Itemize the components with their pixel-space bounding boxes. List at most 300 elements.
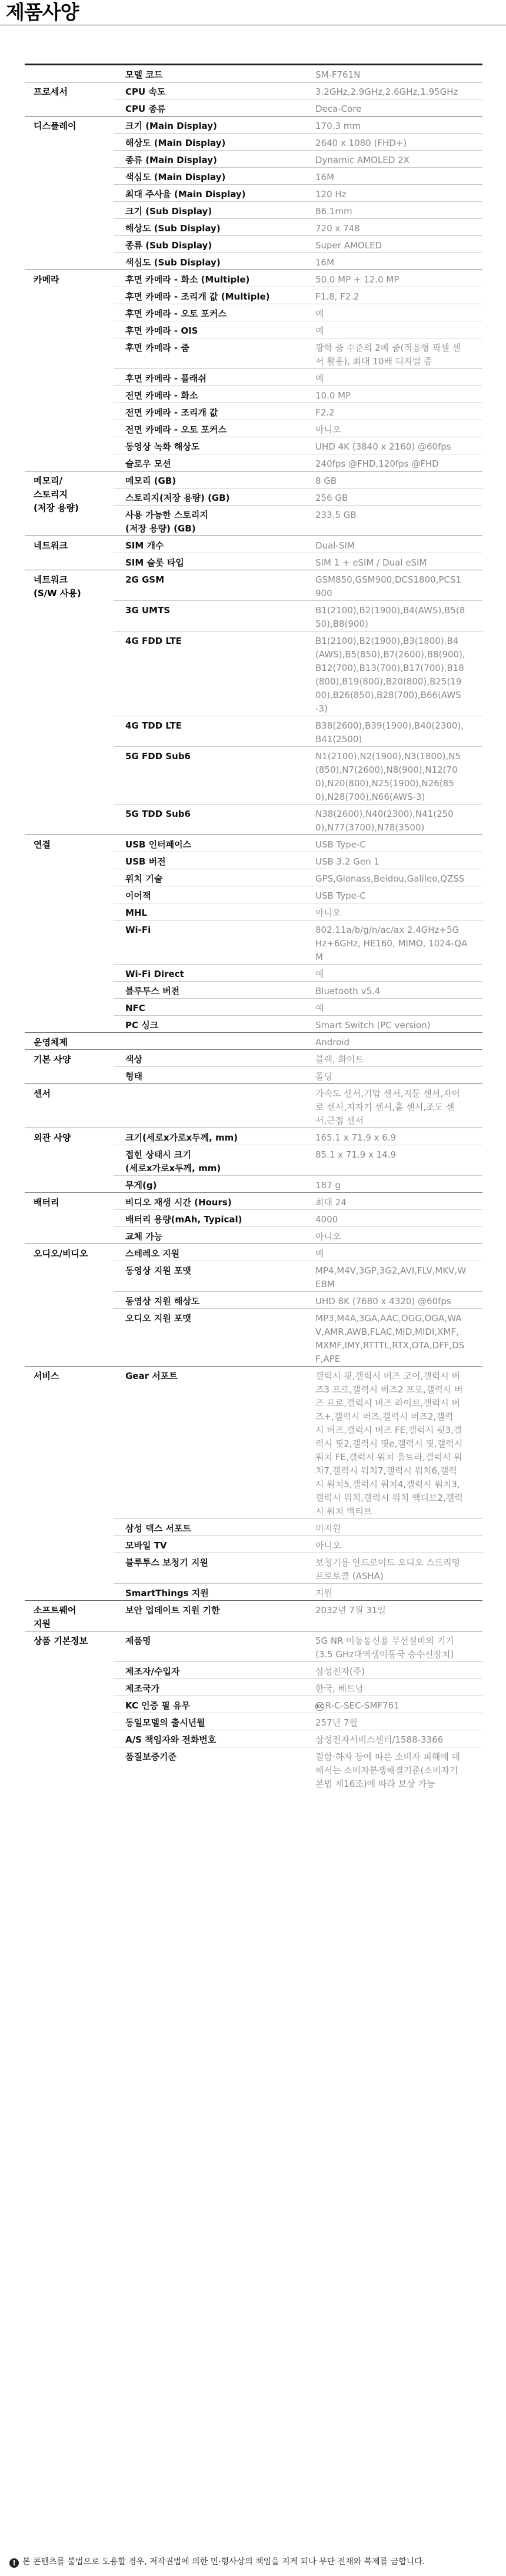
spec-label-text: NFC: [125, 1003, 145, 1013]
spec-value-text: 결함·하자 등에 따른 소비자 피해에 대 해서는 소비자분쟁해결기준(소비자기 본법 제16조)에 따라 보상 가능: [315, 1751, 460, 1789]
spec-value: [306, 903, 482, 920]
spec-value-text: 보청기용 안드로이드 오디오 스트리밍 프로토콜 (ASHA): [315, 1557, 461, 1581]
spec-value: [306, 982, 482, 999]
spec-label: [114, 1016, 306, 1033]
spec-value: [306, 437, 482, 454]
spec-label-text: 모델 코드: [125, 69, 163, 80]
spec-label-text: 4G FDD LTE: [125, 636, 182, 646]
spec-value-text: 240fps @FHD,120fps @FHD: [315, 458, 439, 469]
spec-row: [25, 471, 482, 488]
spec-label-text: Gear 서포트: [125, 1371, 178, 1381]
spec-value: [306, 270, 482, 287]
spec-value: [306, 1193, 482, 1210]
spec-label-text: 후면 카메라 - OIS: [125, 325, 198, 336]
spec-label: [114, 1033, 306, 1050]
spec-value-text: 5G NR 이동통신용 무선설비의 기기 (3.5 GHz대역생이동국 송수신장치): [315, 1636, 454, 1660]
spec-value: [306, 471, 482, 488]
spec-value-text: USB 3.2 Gen 1: [315, 856, 380, 867]
spec-label-text: 색심도 (Sub Display): [125, 257, 221, 268]
spec-label: [114, 1730, 306, 1747]
spec-label: [114, 805, 306, 835]
spec-label: [114, 151, 306, 168]
spec-label-text: 블루투스 보청기 지원: [125, 1557, 208, 1568]
spec-label-text: 최대 주사율 (Main Display): [125, 189, 246, 200]
spec-label-text: 비디오 재생 시간 (Hours): [125, 1197, 232, 1208]
spec-label: [114, 1067, 306, 1084]
spec-row: [25, 1128, 482, 1145]
spec-category-label: 메모리/ 스토리지 (저장 용량): [34, 476, 79, 513]
spec-value-text: USB Type-C: [315, 839, 366, 850]
spec-category-label: 오디오/비디오: [34, 1248, 88, 1259]
spec-label-text: 배터리 용량(mAh, Typical): [125, 1214, 242, 1225]
spec-label-text: CPU 종류: [125, 104, 166, 114]
spec-value-text: Bluetooth v5.4: [315, 986, 381, 996]
spec-value: [306, 454, 482, 471]
spec-value: [306, 1128, 482, 1145]
spec-label: [114, 1309, 306, 1367]
spec-label: [114, 1261, 306, 1292]
spec-label-text: 제품명: [125, 1636, 151, 1646]
spec-label: [114, 1244, 306, 1261]
spec-value: [306, 852, 482, 869]
spec-label-text: Wi-Fi: [125, 925, 151, 935]
spec-value: [306, 631, 482, 716]
spec-value: [306, 570, 482, 601]
spec-value: [306, 1244, 482, 1261]
spec-label: [114, 886, 306, 903]
spec-value: [306, 869, 482, 886]
spec-category-label: 연결: [34, 839, 51, 850]
spec-label-text: 후면 카메라 - 플래쉬: [125, 373, 207, 384]
spec-value-text: 삼성전자(주): [315, 1666, 365, 1677]
spec-category: [25, 117, 114, 270]
spec-label: [114, 202, 306, 219]
spec-label: [114, 716, 306, 747]
spec-label: [114, 369, 306, 386]
spec-value: [306, 117, 482, 134]
spec-label: [114, 1210, 306, 1227]
spec-category-label: 상품 기본정보: [34, 1636, 88, 1646]
spec-label-text: 메모리 (GB): [125, 476, 177, 486]
spec-label: [114, 236, 306, 253]
spec-row: [25, 65, 482, 82]
spec-value-text: 예: [315, 325, 324, 336]
spec-row: [25, 270, 482, 287]
spec-category: [25, 1050, 114, 1084]
spec-label: [114, 134, 306, 151]
spec-value-text: Dual-SIM: [315, 540, 355, 551]
spec-category-label: 네트워크 (S/W 사용): [34, 574, 81, 599]
spec-label-text: 종류 (Main Display): [125, 155, 217, 165]
spec-value-text: MP3,M4A,3GA,AAC,OGG,OGA,WA V,AMR,AWB,FLAC,MID,MIDI,XMF, MXMF,IMY,RTTTL,RTX,OTA,DFF,DS F,APE: [315, 1313, 465, 1364]
spec-category: [25, 570, 114, 835]
spec-value: [306, 1519, 482, 1536]
spec-category: [25, 1193, 114, 1244]
spec-table-body: [25, 65, 482, 1791]
spec-label: [114, 835, 306, 852]
spec-value-text: B38(2600),B39(1900),B40(2300), B41(2500): [315, 720, 464, 744]
spec-value-text: 165.1 x 71.9 x 6.9: [315, 1132, 397, 1143]
spec-label-text: 전면 카메라 - 화소: [125, 390, 198, 401]
spec-value: [306, 805, 482, 835]
spec-value: [306, 536, 482, 553]
spec-label-text: 제조자/수입자: [125, 1666, 180, 1677]
spec-label-text: 스토리지(저장 용량) (GB): [125, 493, 230, 503]
spec-label: [114, 1536, 306, 1553]
spec-value-text: USB Type-C: [315, 890, 366, 901]
spec-label-text: 색상: [125, 1054, 142, 1065]
spec-value-text: MP4,M4V,3GP,3G2,AVI,FLV,MKV,W EBM: [315, 1265, 467, 1289]
spec-value: [306, 553, 482, 570]
spec-row: [25, 1367, 482, 1519]
spec-value-text: Super AMOLED: [315, 240, 382, 251]
spec-value: [306, 965, 482, 982]
spec-value: [306, 1536, 482, 1553]
spec-value: [306, 1050, 482, 1067]
spec-value-text: 아니오: [315, 1540, 341, 1551]
spec-row: [25, 570, 482, 601]
spec-value-text: F2.2: [315, 407, 335, 418]
spec-label: [114, 117, 306, 134]
spec-label: [114, 631, 306, 716]
spec-category-label: 외관 사양: [34, 1132, 71, 1143]
spec-label: [114, 982, 306, 999]
spec-label-text: 동일모델의 출시년월: [125, 1717, 205, 1728]
spec-label: [114, 1367, 306, 1519]
spec-value: [306, 1067, 482, 1084]
spec-table: [25, 64, 482, 1791]
spec-value: [306, 287, 482, 304]
spec-label-text: 동영상 지원 포맷: [125, 1265, 191, 1276]
spec-label: [114, 1519, 306, 1536]
spec-value: [306, 321, 482, 338]
spec-category: [25, 82, 114, 117]
spec-value-text: N1(2100),N2(1900),N3(1800),N5 (850),N7(2600),N8(900),N12(70 0),N20(800),N25(1900),N26(85 0),N28(700),N66(AWS-3): [315, 751, 461, 802]
spec-value: [306, 1016, 482, 1033]
spec-category: [25, 1367, 114, 1601]
spec-label: [114, 1227, 306, 1244]
title-bar: [0, 0, 506, 25]
spec-value-text: 8 GB: [315, 476, 337, 486]
spec-value-text: 187 g: [315, 1180, 341, 1191]
spec-label: [114, 999, 306, 1016]
spec-value: [306, 151, 482, 168]
spec-label: [114, 304, 306, 321]
spec-label-text: 2G GSM: [125, 574, 165, 585]
spec-label: [114, 338, 306, 369]
spec-label-text: 크기(세로x가로x두께, mm): [125, 1132, 238, 1143]
spec-value-text: B1(2100),B2(1900),B3(1800),B4 (AWS),B5(850),B7(2600),B8(900), B12(700),B13(700),B17(700),B18 (800),B19(800),B20(800),B25(19 00),B26(850),B28(700),B66(AWS -3): [315, 636, 465, 714]
spec-label: [114, 1128, 306, 1145]
spec-value-text: N38(2600),N40(2300),N41(250 0),N77(3700),N78(3500): [315, 809, 454, 833]
spec-value: [306, 1084, 482, 1128]
spec-value-text: SIM 1 + eSIM / Dual eSIM: [315, 557, 427, 568]
spec-label: [114, 1713, 306, 1730]
spec-category-label: 디스플레이: [34, 121, 76, 131]
spec-value-text: 2640 x 1080 (FHD+): [315, 138, 407, 148]
spec-value-text: 256 GB: [315, 493, 348, 503]
spec-value: [306, 219, 482, 236]
spec-label-text: 후면 카메라 - 화소 (Multiple): [125, 274, 250, 285]
spec-value: [306, 1145, 482, 1176]
spec-value-text: UHD 8K (7680 x 4320) @60fps: [315, 1296, 451, 1307]
spec-row: [25, 1193, 482, 1210]
spec-value-text: 폴딩: [315, 1071, 332, 1082]
spec-value: [306, 168, 482, 185]
spec-value: [306, 65, 482, 82]
spec-label-text: Wi-Fi Direct: [125, 969, 184, 979]
spec-value-text: 257년 7월: [315, 1717, 358, 1728]
spec-label: [114, 1747, 306, 1791]
spec-value: [306, 82, 482, 99]
spec-label: [114, 1584, 306, 1601]
spec-label-text: 교체 가능: [125, 1231, 163, 1242]
spec-label-text: 위치 기술: [125, 873, 163, 884]
spec-value: [306, 747, 482, 805]
spec-value: [306, 999, 482, 1016]
spec-label: [114, 437, 306, 454]
spec-category-label: 서비스: [34, 1371, 59, 1381]
spec-label: [114, 601, 306, 631]
spec-label-text: 제조국가: [125, 1683, 159, 1694]
spec-row: [25, 1050, 482, 1067]
spec-label-text: 모바일 TV: [125, 1540, 167, 1551]
spec-value-text: R-C-SEC-SMF761: [325, 1700, 400, 1711]
copyright-text: 본 콘텐츠를 불법으로 도용할 경우, 저작권법에 의한 민·형사상의 책임을 지게 되나 무단 전재와 복제를 금합니다.: [22, 2557, 425, 2567]
page-title: 제품사양: [6, 1, 79, 24]
spec-row: [25, 117, 482, 134]
spec-label-text: 해상도 (Main Display): [125, 138, 226, 148]
spec-label: [114, 403, 306, 420]
spec-label-text: USB 인터페이스: [125, 839, 192, 850]
spec-label: [114, 747, 306, 805]
spec-label: [114, 488, 306, 506]
spec-label-text: 색심도 (Main Display): [125, 172, 226, 182]
spec-label: [114, 1176, 306, 1193]
spec-value: [306, 1292, 482, 1309]
spec-value: [306, 369, 482, 386]
spec-category-label: 센서: [34, 1088, 51, 1099]
spec-label-text: 동영상 녹화 해상도: [125, 441, 200, 452]
spec-row: [25, 536, 482, 553]
spec-label-text: 크기 (Sub Display): [125, 206, 212, 217]
spec-value: [306, 1227, 482, 1244]
spec-value: [306, 1261, 482, 1292]
spec-label-text: SIM 개수: [125, 540, 164, 551]
spec-value-text: 50.0 MP + 12.0 MP: [315, 274, 400, 285]
spec-label-text: 이어잭: [125, 890, 151, 901]
spec-label: [114, 506, 306, 536]
spec-label: [114, 420, 306, 437]
spec-value-text: 갤럭시 핏,갤럭시 버즈 코어,갤럭시 버 즈3 프로,갤럭시 버즈2 프로,갤럭시 버 즈 프로,갤럭시 버즈 라이브,갤럭시 버 즈+,갤럭시 버즈,갤럭시 버즈2,갤럭 시 버즈,갤럭시 버즈 FE,갤럭시 핏3,갤 럭시 핏2,갤럭시 핏e,갤럭시 핏,갤럭시 워치 FE,갤럭시 워치 울트라,갤럭시 워 치7,갤럭시 워치7,갤럭시 워치6,갤럭 시 워치5,갤럭시 워치4,갤럭시 워치3, 갤럭시 워치,갤럭시 워치 액티브2,갤럭 시 워치 액티브: [315, 1371, 463, 1517]
spec-category-label: 기본 사양: [34, 1054, 71, 1065]
spec-label: [114, 965, 306, 982]
spec-label: [114, 852, 306, 869]
spec-label: [114, 1662, 306, 1679]
spec-value: [306, 202, 482, 219]
spec-label-text: PC 싱크: [125, 1020, 159, 1031]
spec-value: [306, 506, 482, 536]
spec-label: [114, 1679, 306, 1696]
spec-value-text: 광학 줌 수준의 2배 줌(적응형 픽셀 센 서 활용), 최대 10배 디지털 줌: [315, 343, 461, 367]
spec-value-text: 85.1 x 71.9 x 14.9: [315, 1149, 397, 1160]
spec-label: [114, 253, 306, 270]
spec-row: [25, 1601, 482, 1631]
spec-label-text: 크기 (Main Display): [125, 121, 217, 131]
spec-value-text: 802.11a/b/g/n/ac/ax 2.4GHz+5G Hz+6GHz, HE160, MIMO, 1024-QA M: [315, 925, 468, 962]
spec-category-label: 프로세서: [34, 87, 68, 97]
spec-category-label: 운영체제: [34, 1037, 68, 1048]
spec-value-text: Deca-Core: [315, 104, 362, 114]
spec-row: [25, 82, 482, 99]
spec-label-text: 후면 카메라 - 줌: [125, 343, 189, 353]
spec-row: [25, 835, 482, 852]
spec-label: [114, 869, 306, 886]
spec-value-text: 지원: [315, 1588, 332, 1598]
spec-label-text: 전면 카메라 - 오토 포커스: [125, 424, 227, 435]
spec-value: [306, 1553, 482, 1584]
spec-label-text: 해상도 (Sub Display): [125, 223, 221, 234]
spec-label: [114, 270, 306, 287]
spec-label-text: A/S 책임자와 전화번호: [125, 1734, 217, 1745]
spec-label-text: 슬로우 모션: [125, 458, 171, 469]
spec-label: [114, 1696, 306, 1713]
spec-category: [25, 1631, 114, 1791]
spec-label: [114, 1631, 306, 1662]
spec-category: [25, 1244, 114, 1367]
spec-value-text: 블랙, 화이트: [315, 1054, 364, 1065]
spec-label-text: SmartThings 지원: [125, 1588, 209, 1598]
spec-label-text: 동영상 지원 해상도: [125, 1296, 200, 1307]
spec-value-text: Android: [315, 1037, 349, 1048]
spec-value-text: 예: [315, 1248, 324, 1259]
spec-value-text: 86.1mm: [315, 206, 352, 217]
spec-label-text: 무게(g): [125, 1180, 157, 1191]
spec-value: [306, 236, 482, 253]
spec-label-text: MHL: [125, 908, 148, 918]
spec-value: [306, 1631, 482, 1662]
spec-value: [306, 488, 482, 506]
spec-label: [114, 570, 306, 601]
spec-value-text: 미지원: [315, 1523, 341, 1534]
spec-label-text: 5G FDD Sub6: [125, 751, 191, 762]
spec-value-text: 233.5 GB: [315, 510, 357, 520]
spec-value-text: 120 Hz: [315, 189, 347, 200]
spec-value-text: 16M: [315, 172, 335, 182]
spec-value-text: 3.2GHz,2.9GHz,2.6GHz,1.95GHz: [315, 87, 458, 97]
spec-value: [306, 386, 482, 403]
spec-value: [306, 1033, 482, 1050]
spec-value-text: GSM850,GSM900,DCS1800,PCS1 900: [315, 574, 462, 599]
spec-label-text: KC 인증 필 유무: [125, 1700, 191, 1711]
spec-label-text: 후면 카메라 - 조리개 값 (Multiple): [125, 291, 270, 302]
spec-value: [306, 1210, 482, 1227]
spec-value-text: UHD 4K (3840 x 2160) @60fps: [315, 441, 451, 452]
spec-label: [114, 1050, 306, 1067]
spec-value-text: 예: [315, 308, 324, 319]
spec-label: [114, 471, 306, 488]
spec-value-text: 가속도 센서,기압 센서,지문 센서,자이 로 센서,지자기 센서,홀 센서,조도 센 서,근접 센서: [315, 1088, 460, 1126]
spec-value-text: 삼성전자서비스센터/1588-3366: [315, 1734, 444, 1745]
spec-label: [114, 1193, 306, 1210]
spec-category: [25, 471, 114, 536]
spec-value: [306, 1662, 482, 1679]
spec-value: [306, 338, 482, 369]
spec-row: [25, 1244, 482, 1261]
spec-value-text: 예: [315, 969, 324, 979]
spec-label: [114, 219, 306, 236]
spec-row: [25, 1084, 482, 1128]
spec-label-text: 종류 (Sub Display): [125, 240, 212, 251]
spec-value-text: 10.0 MP: [315, 390, 351, 401]
spec-value: [306, 920, 482, 965]
spec-value: [306, 601, 482, 631]
spec-label-text: 사용 가능한 스토리지 (저장 용량) (GB): [125, 510, 208, 534]
spec-label-text: 블루투스 버전: [125, 986, 180, 996]
spec-label-text: 스테레오 지원: [125, 1248, 180, 1259]
spec-label: [114, 185, 306, 202]
spec-value: [306, 420, 482, 437]
spec-value: [306, 1747, 482, 1791]
spec-row: [25, 1033, 482, 1050]
spec-label-text: 보안 업데이트 지원 기한: [125, 1605, 220, 1616]
exclamation-icon: !: [9, 2558, 19, 2568]
spec-label: [114, 1601, 306, 1631]
spec-value-text: 2032년 7월 31일: [315, 1605, 386, 1616]
spec-label: [114, 1145, 306, 1176]
spec-value: [306, 1367, 482, 1519]
spec-category: [25, 1128, 114, 1193]
spec-label-text: 4G TDD LTE: [125, 720, 182, 731]
spec-label: [114, 454, 306, 471]
spec-value: [306, 134, 482, 151]
spec-label: [114, 1084, 306, 1128]
spec-category-label: 네트워크: [34, 540, 68, 551]
spec-value-text: 170.3 mm: [315, 121, 361, 131]
spec-value-text: 최대 24: [315, 1197, 347, 1208]
copyright-notice: [9, 2555, 498, 2568]
spec-value-text: 한국, 베트남: [315, 1683, 364, 1694]
spec-label-text: 3G UMTS: [125, 605, 171, 616]
spec-value: [306, 886, 482, 903]
spec-value: [306, 1601, 482, 1631]
spec-label: [114, 82, 306, 99]
spec-label: [114, 287, 306, 304]
spec-label-text: 전면 카메라 - 조리개 값: [125, 407, 218, 418]
spec-value-text: Smart Switch (PC version): [315, 1020, 431, 1031]
spec-category: [25, 270, 114, 471]
spec-label: [114, 553, 306, 570]
spec-value: [306, 716, 482, 747]
spec-value-text: GPS,Glonass,Beidou,Galileo,QZSS: [315, 873, 465, 884]
spec-category-label: 카메라: [34, 274, 59, 285]
spec-label-text: 품질보증기준: [125, 1751, 177, 1762]
spec-value-text: 아니오: [315, 424, 341, 435]
spec-label: [114, 920, 306, 965]
spec-label-text: 후면 카메라 - 오토 포커스: [125, 308, 227, 319]
spec-label: [114, 321, 306, 338]
spec-label: [114, 1553, 306, 1584]
spec-category: [25, 1084, 114, 1128]
spec-value-text: 4000: [315, 1214, 338, 1225]
spec-value: [306, 1713, 482, 1730]
spec-value-text: 예: [315, 373, 324, 384]
spec-category-label: 배터리: [34, 1197, 59, 1208]
spec-label-text: SIM 슬롯 타입: [125, 557, 184, 568]
spec-value-text: 아니오: [315, 1231, 341, 1242]
spec-value-text: 16M: [315, 257, 335, 268]
spec-category-label: 소프트웨어 지원: [34, 1605, 76, 1629]
